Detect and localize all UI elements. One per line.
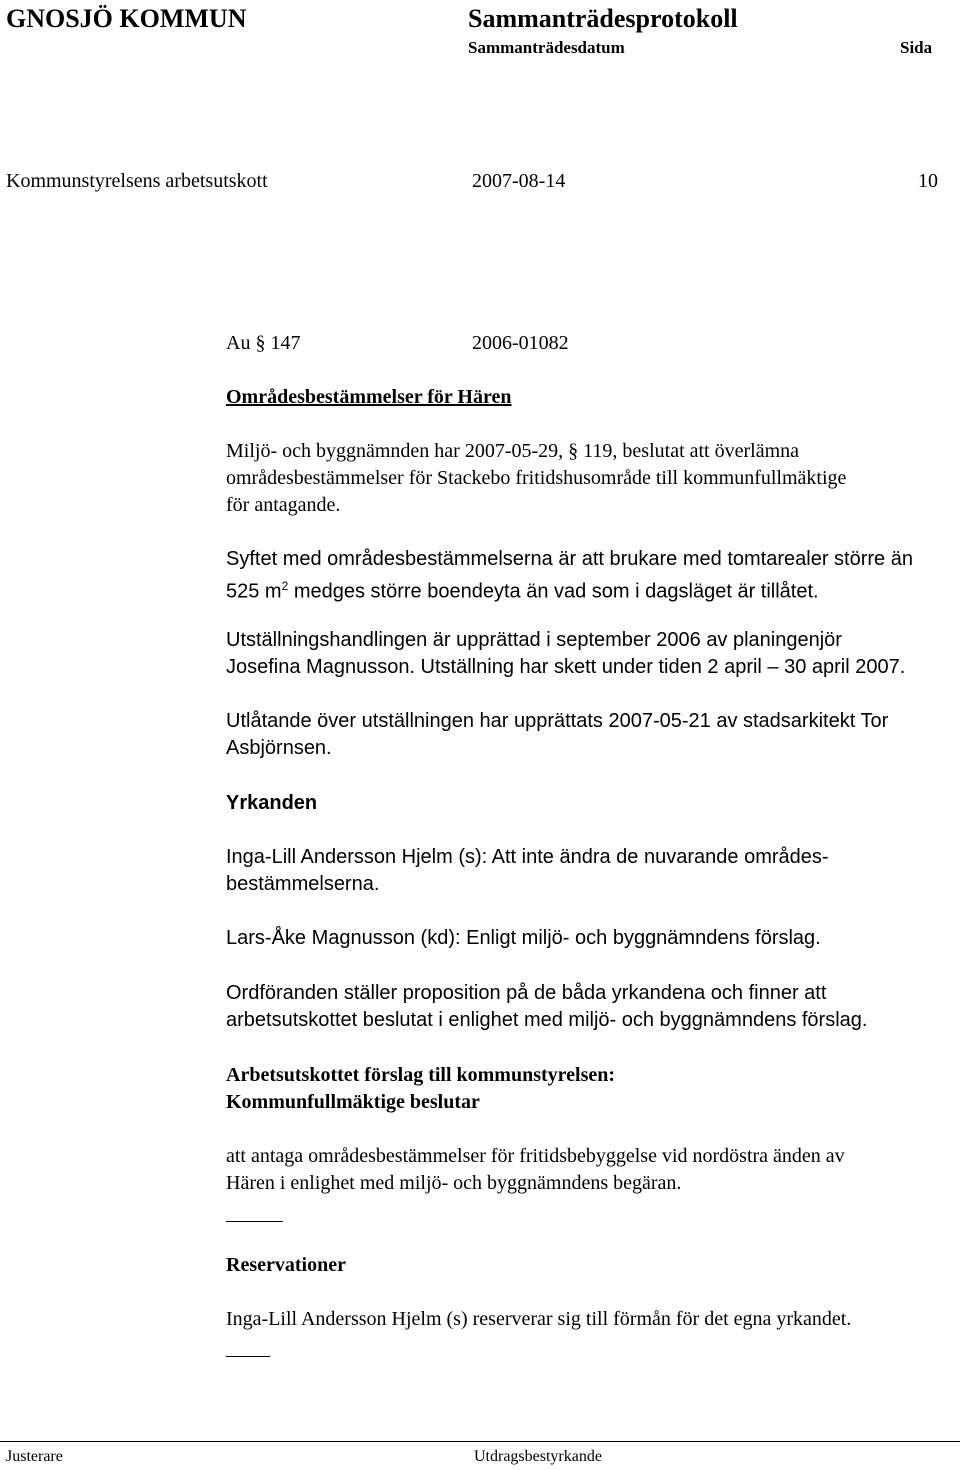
footer-rule [0, 1441, 960, 1442]
text-line: Lars-Åke Magnusson (kd): Enligt miljö- och byggnämndens förslag. [226, 927, 821, 949]
text-line: för antagande. [226, 494, 341, 516]
text-line: Hären i enlighet med miljö- och byggnämndens begäran. [226, 1172, 682, 1194]
text-line: Utlåtande över utställningen har upprättats 2007-05-21 av stadsarkitekt Tor [226, 710, 889, 732]
proposal-headings [226, 1062, 956, 1116]
area-value: 525 m [226, 580, 282, 603]
text-line: Ordföranden ställer proposition på de båda yrkandena och finner att [226, 982, 827, 1004]
separator-line [226, 1356, 270, 1357]
motion-2 [226, 925, 956, 952]
case-dnr: 2006-01082 [472, 332, 569, 354]
proposition-paragraph [226, 980, 956, 1034]
justerare-label: Justerare [6, 1448, 63, 1465]
case-title: Områdesbestämmelser för Hären [226, 386, 512, 408]
separator-line [226, 1221, 283, 1222]
text-line: Miljö- och byggnämnden har 2007-05-29, § 119, beslutat att överlämna [226, 440, 800, 462]
text-line: att antaga områdesbestämmelser för fritidsbebyggelse vid nordöstra änden av [226, 1145, 845, 1167]
committee-name: Kommunstyrelsens arbetsutskott [6, 170, 268, 192]
reservation-paragraph [226, 1306, 956, 1333]
utdragsbestyrkande-label: Utdragsbestyrkande [474, 1448, 602, 1465]
text-span: medges större boendeyta än vad som i dagsläget är tillåtet. [288, 580, 819, 603]
text-line: arbetsutskottet beslutat i enlighet med miljö- och byggnämndens förslag. [226, 1009, 868, 1031]
page-number: 10 [918, 170, 938, 192]
exhibition-paragraph [226, 627, 956, 681]
text-line: Asbjörnsen. [226, 737, 332, 759]
meeting-date-label: Sammanträdesdatum [468, 38, 625, 57]
text-line [226, 573, 956, 606]
statement-paragraph [226, 708, 956, 762]
meeting-date: 2007-08-14 [472, 170, 566, 192]
text-line: Josefina Magnusson. Utställning har skett under tiden 2 april – 30 april 2007. [226, 656, 906, 678]
area-exponent: 2 [281, 579, 289, 593]
decision-paragraph [226, 1143, 956, 1197]
document-type: Sammanträdesprotokoll [468, 4, 738, 33]
decision-heading: Kommunfullmäktige beslutar [226, 1091, 480, 1113]
text-line: Syftet med områdesbestämmelserna är att brukare med tomtarealer större än [226, 548, 913, 570]
proposal-heading: Arbetsutskottet förslag till kommunstyrelsen: [226, 1064, 616, 1086]
reservations-heading: Reservationer [226, 1254, 346, 1276]
motions-heading: Yrkanden [226, 792, 318, 814]
purpose-paragraph [226, 546, 956, 606]
municipality-name: GNOSJÖ KOMMUN [6, 4, 247, 33]
text-line: Inga-Lill Andersson Hjelm (s) reserverar sig till förmån för det egna yrkandet. [226, 1308, 852, 1330]
text-line: Inga-Lill Andersson Hjelm (s): Att inte ändra de nuvarande områdes- [226, 846, 829, 868]
text-line: bestämmelserna. [226, 873, 380, 895]
motion-1 [226, 844, 956, 898]
intro-paragraph [226, 438, 956, 519]
page-label: Sida [900, 38, 933, 57]
text-line: Utställningshandlingen är upprättad i september 2006 av planingenjör [226, 629, 842, 651]
text-line: områdesbestämmelser för Stackebo fritidshusområde till kommunfullmäktige [226, 467, 847, 489]
case-reference: Au § 147 [226, 332, 301, 354]
